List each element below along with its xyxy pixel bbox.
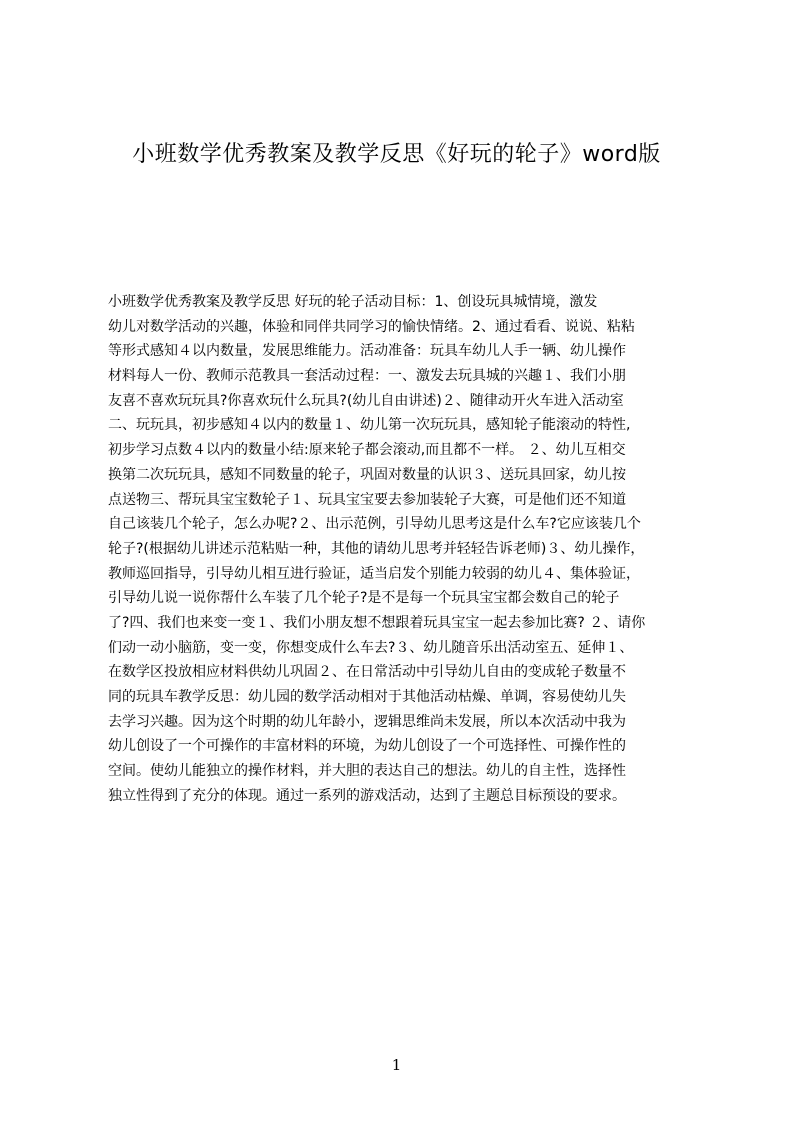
body-line: 二、玩玩具，初步感知４以内的数量１、幼儿第一次玩玩具，感知轮子能滚动的特性, — [108, 417, 631, 434]
body-line: 空间。使幼儿能独立的操作材料，并大胆的表达自己的想法。幼儿的自主性，选择性 — [108, 763, 626, 780]
body-line: 初步学习点数４以内的数量小结:原来轮子都会滚动,而且都不一样。 ２、幼儿互相交 — [108, 442, 626, 459]
document-body — [108, 290, 698, 830]
body-line: 自己该装几个轮子，怎么办呢?２、出示范例，引导幼儿思考这是什么车?它应该装几个 — [108, 516, 641, 533]
body-line: 了?四、我们也来变一变１、我们小朋友想不想跟着玩具宝宝一起去参加比赛? ２、请你 — [108, 614, 646, 631]
body-line: 换第二次玩玩具，感知不同数量的轮子，巩固对数量的认识３、送玩具回家，幼儿按 — [108, 466, 626, 483]
body-line: 教师巡回指导，引导幼儿相互进行验证，适当启发个别能力较弱的幼儿４、集体验证， — [108, 565, 640, 582]
body-line: 同的玩具车教学反思：幼儿园的数学活动相对于其他活动枯燥、单调，容易使幼儿失 — [108, 689, 626, 705]
body-line: 引导幼儿说一说你帮什么车装了几个轮子?是不是每一个玩具宝宝都会数自己的轮子 — [108, 590, 620, 607]
document-title: 小班数学优秀教案及教学反思《好玩的轮子》word版 — [132, 142, 661, 167]
body-line: 友喜不喜欢玩玩具?你喜欢玩什么玩具?(幼儿自由讲述)２、随律动开火车进入活动室 — [108, 392, 624, 409]
body-line: 独立性得到了充分的体现。通过一系列的游戏活动，达到了主题总目标预设的要求。 — [108, 787, 626, 804]
body-line: 们动一动小脑筋，变一变，你想变成什么车去?３、幼儿随音乐出活动室五、延伸１、 — [108, 639, 634, 656]
body-line: 材料每人一份、教师示范教具一套活动过程：一、激发去玩具城的兴趣１、我们小朋 — [108, 368, 626, 385]
body-line: 等形式感知４以内数量，发展思维能力。活动准备：玩具车幼儿人手一辆、幼儿操作 — [108, 343, 626, 360]
body-line: 轮子?(根据幼儿讲述示范粘贴一种，其他的请幼儿思考并轻轻告诉老师)３、幼儿操作， — [108, 540, 645, 557]
body-line: 小班数学优秀教案及教学反思 好玩的轮子活动目标：1、创设玩具城情境，激发 — [108, 294, 598, 310]
body-line: 点送物三、帮玩具宝宝数轮子１、玩具宝宝要去参加装轮子大赛，可是他们还不知道 — [108, 491, 626, 508]
body-line: 幼儿对数学活动的兴趣，体验和同伴共同学习的愉快情绪。2、通过看看、说说、粘粘 — [108, 318, 635, 335]
body-line: 去学习兴趣。因为这个时期的幼儿年龄小，逻辑思维尚未发展，所以本次活动中我为 — [108, 713, 626, 730]
body-line: 幼儿创设了一个可操作的丰富材料的环境，为幼儿创设了一个可选择性、可操作性的 — [108, 738, 626, 755]
page-number: 1 — [391, 1056, 402, 1074]
body-line: 在数学区投放相应材料供幼儿巩固２、在日常活动中引导幼儿自由的变成轮子数量不 — [108, 664, 626, 681]
